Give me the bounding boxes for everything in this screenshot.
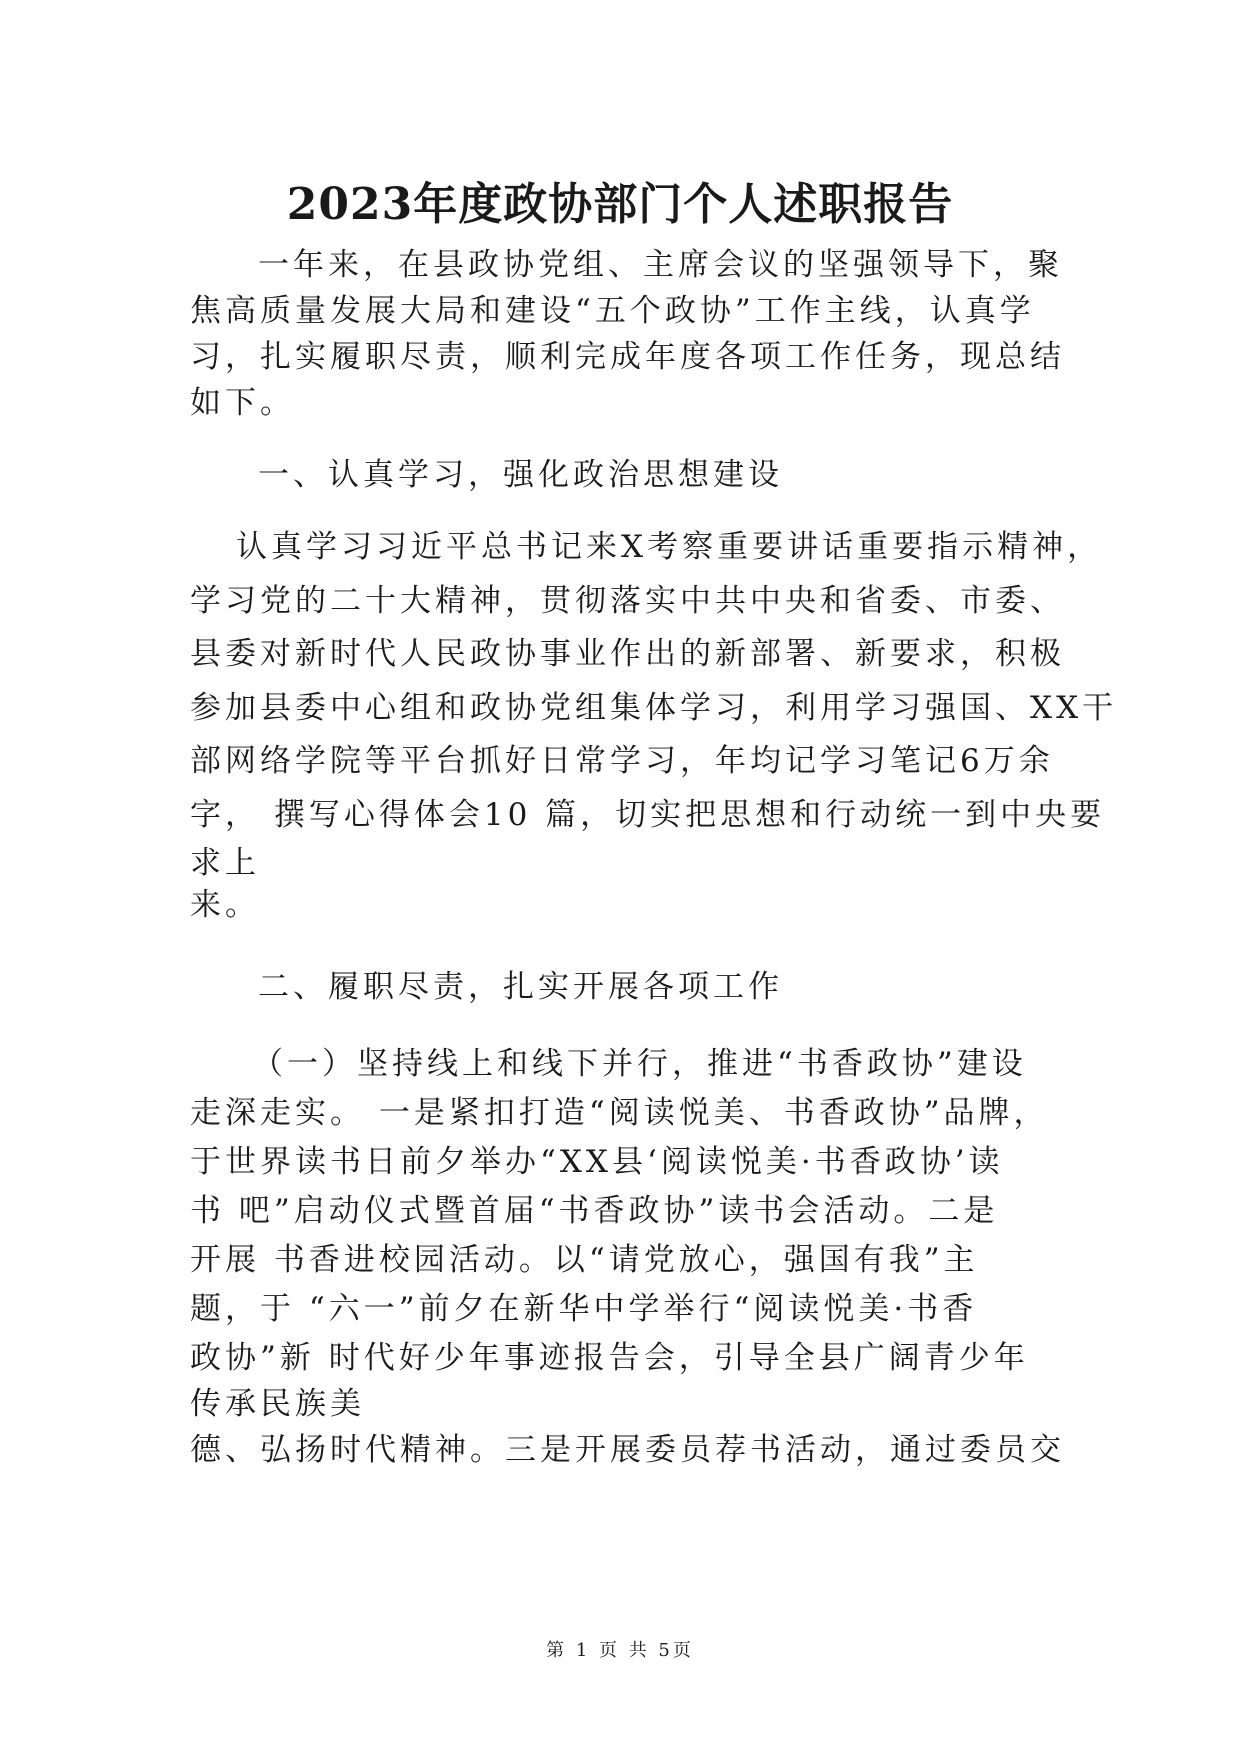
paragraph-line: 习，扎实履职尽责，顺利完成年度各项工作任务，现总结 bbox=[190, 339, 1065, 375]
paragraph-line: 于世界读书日前夕举办“XX县‘阅读悦美·书香政协’读 bbox=[190, 1144, 1004, 1180]
paragraph-line: 县委对新时代人民政协事业作出的新部署、新要求，积极 bbox=[190, 636, 1065, 672]
paragraph-line: 认真学习习近平总书记来X考察重要讲话重要指示精神， bbox=[236, 529, 1103, 565]
paragraph-line: 一年来，在县政协党组、主席会议的坚强领导下，聚 bbox=[258, 247, 1063, 283]
paragraph-line: 字， 撰写心得体会10 篇，切实把思想和行动统一到中央要 bbox=[190, 797, 1106, 833]
paragraph-line: 部网络学院等平台抓好日常学习，年均记学习笔记6万余 bbox=[190, 743, 1054, 779]
paragraph-line: 政协”新 时代好少年事迹报告会，引导全县广阔青少年 bbox=[190, 1340, 1029, 1376]
paragraph-line: 如下。 bbox=[190, 385, 295, 421]
paragraph-line: 开展 书香进校园活动。以“请党放心，强国有我”主 bbox=[190, 1242, 979, 1278]
paragraph-line: 焦高质量发展大局和建设“五个政协”工作主线，认真学 bbox=[190, 293, 1035, 329]
paragraph-line: 走深走实。 一是紧扣打造“阅读悦美、书香政协”品牌， bbox=[190, 1095, 1049, 1131]
section-heading: 二、履职尽责，扎实开展各项工作 bbox=[258, 969, 783, 1005]
page-number: 第 1 页 共 5页 bbox=[546, 1640, 694, 1661]
paragraph-line: 学习党的二十大精神，贯彻落实中共中央和省委、市委、 bbox=[190, 583, 1065, 619]
paragraph-line: 参加县委中心组和政协党组集体学习，利用学习强国、XX干 bbox=[190, 690, 1118, 726]
paragraph-line: 题，于 “六一”前夕在新华中学举行“阅读悦美·书香 bbox=[190, 1291, 978, 1327]
paragraph-line: 德、弘扬时代精神。三是开展委员荐书活动，通过委员交 bbox=[190, 1432, 1065, 1468]
paragraph-line: 来。 bbox=[190, 887, 260, 923]
paragraph-line: 书 吧”启动仪式暨首届“书香政协”读书会活动。二是 bbox=[190, 1193, 999, 1229]
section-heading: 一、认真学习，强化政治思想建设 bbox=[258, 457, 783, 493]
document-title: 2023年度政协部门个人述职报告 bbox=[286, 179, 954, 230]
paragraph-line: （一）坚持线上和线下并行，推进“书香政协”建设 bbox=[252, 1046, 1027, 1082]
paragraph-line: 传承民族美 bbox=[190, 1386, 365, 1422]
paragraph-line: 求上 bbox=[190, 845, 260, 881]
